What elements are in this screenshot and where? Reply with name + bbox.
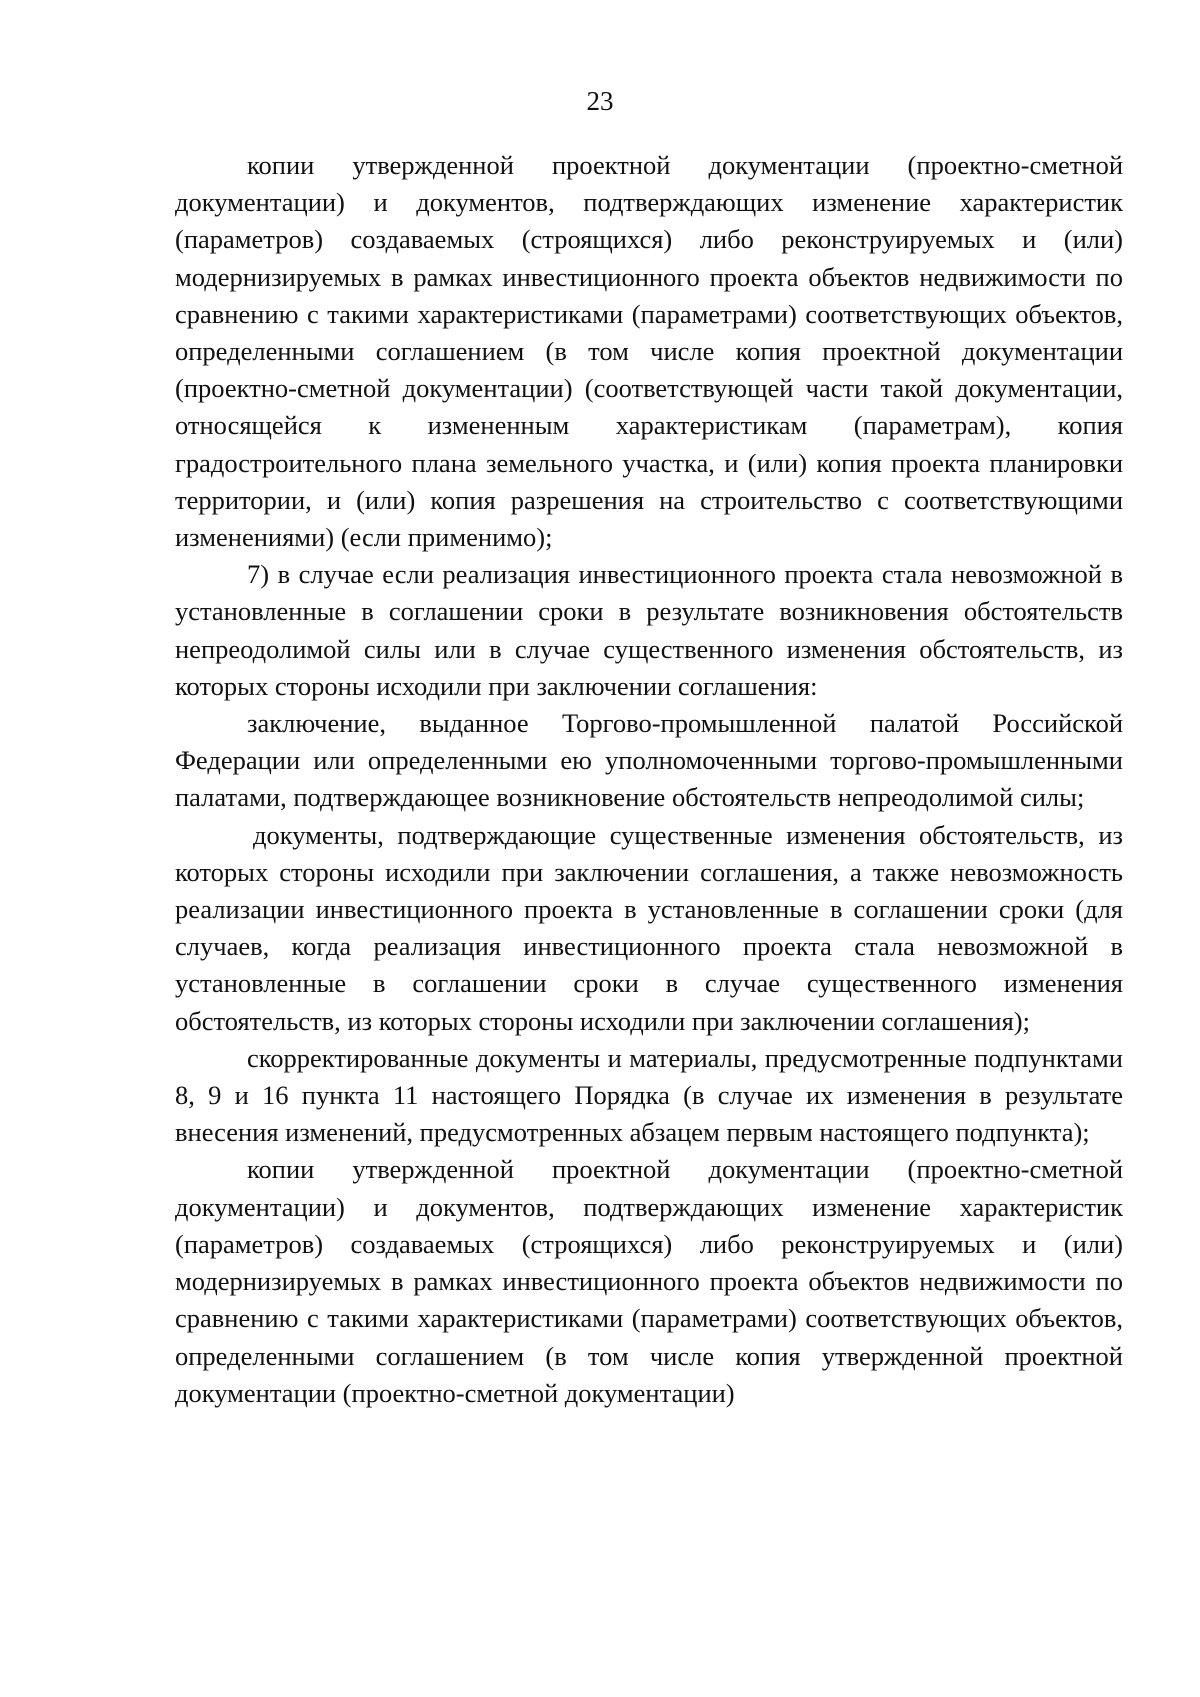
paragraph-project-docs-copy: копии утвержденной проектной документации (проектно-сметной документации) и документов, подтверждающих изменение характеристик (параметров) создаваемых (строящихся) либо реконструируемых и (или) модернизируемых в рамках инвестиционного проекта объектов недвижимости по сравнению с такими характеристиками (параметрами) соответствующих объектов, определенными соглашением (в том числе копия проектной документации (проектно-сметной документации) (соответствующей части такой документации, относящейся к измененным характеристикам (параметрам), копия градостроительного плана земельного участка, и (или) копия проекта планировки территории, и (или) копия разрешения на строительство с соответствующими изменениями) (если применимо); xyxy=(175,150,1123,553)
document-body xyxy=(175,147,1123,1412)
paragraph-item-7: 7) в случае если реализация инвестиционного проекта стала невозможной в установленные в соглашении сроки в результате возникновения обстоятельств непреодолимой силы или в случае существенного изменения обстоятельств, из которых стороны исходили при заключении соглашения: xyxy=(175,559,1123,701)
paragraph-corrected-documents: скорректированные документы и материалы, предусмотренные подпунктами 8, 9 и 16 пункта 11 настоящего Порядка (в случае их изменения в результате внесения изменений, предусмотренных абзацем первым настоящего подпункта); xyxy=(175,1042,1123,1148)
paragraph-project-docs-copy-repeat: копии утвержденной проектной документации (проектно-сметной документации) и документов, подтверждающих изменение характеристик (параметров) создаваемых (строящихся) либо реконструируемых и (или) модернизируемых в рамках инвестиционного проекта объектов недвижимости по сравнению с такими характеристиками (параметрами) соответствующих объектов, определенными соглашением (в том числе копия утвержденной проектной документации (проектно-сметной документации) xyxy=(175,1154,1123,1408)
page-number: 23 xyxy=(586,86,614,116)
paragraph-chamber-conclusion: заключение, выданное Торгово-промышленной палатой Российской Федерации или определенными ею уполномоченными торгово-промышленными палатами, подтверждающее возникновение обстоятельств непреодолимой силы; xyxy=(175,708,1123,813)
paragraph-supporting-documents: документы, подтверждающие существенные изменения обстоятельств, из которых стороны исходили при заключении соглашения, а также невозможность реализации инвестиционного проекта в установленные в соглашении сроки (для случаев, когда реализация инвестиционного проекта стала невозможной в установленные в соглашении сроки в случае существенного изменения обстоятельств, из которых стороны исходили при заключении соглашения); xyxy=(175,819,1123,1036)
